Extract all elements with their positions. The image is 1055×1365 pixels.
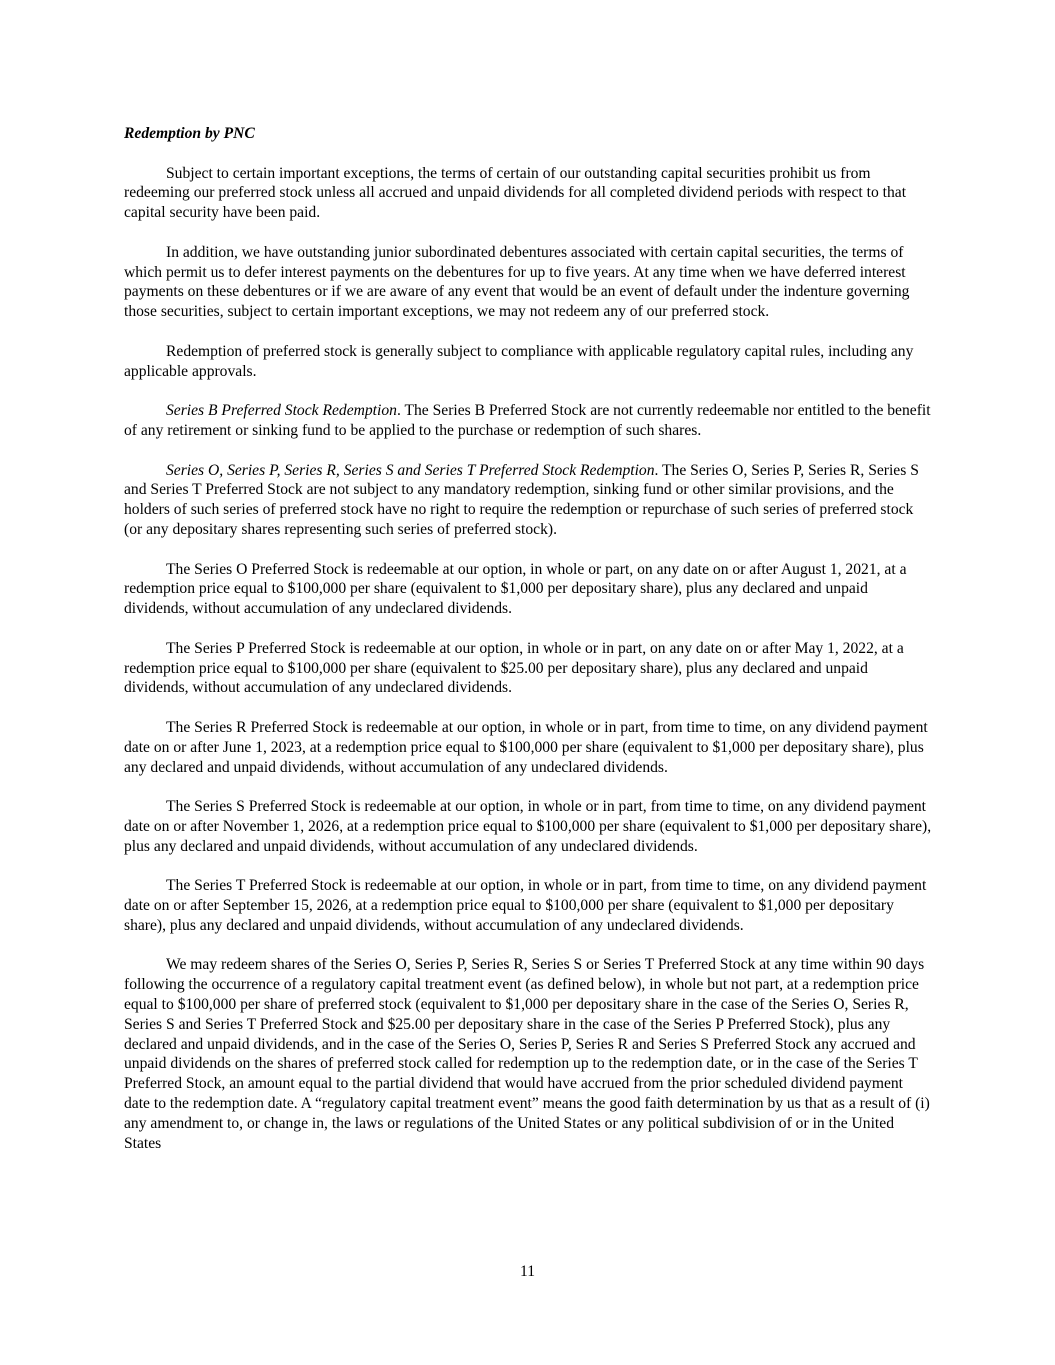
paragraph-series-p (124, 639, 932, 698)
paragraph-debentures (124, 243, 932, 322)
paragraph-regulatory-event (124, 955, 932, 1153)
paragraph-exceptions (124, 164, 932, 223)
paragraph-text: Subject to certain important exceptions, the terms of certain of our outstanding capital securities prohibit us from redeeming our preferred stock unless all accrued and unpaid dividends for all completed dividend periods with respect to that capital security have been paid. (124, 164, 907, 222)
paragraph-text: Redemption of preferred stock is generally subject to compliance with applicable regulatory capital rules, including any applicable approvals. (124, 342, 914, 380)
paragraph-text: . The Series O, Series P, Series R, Series S and Series T Preferred Stock are not subject to any mandatory redemption, sinking fund or other similar provisions, and the holders of such series of preferred stock have no right to require the redemption or repurchase of such series of preferred stock (or any depositary shares representing such series of preferred stock). (124, 461, 919, 538)
paragraph-series-b (124, 401, 932, 441)
document-page (124, 124, 932, 1173)
paragraph-series-oprst (124, 461, 932, 540)
paragraph-series-o (124, 560, 932, 619)
paragraph-series-t (124, 876, 932, 935)
page-number: 11 (519, 1263, 535, 1280)
paragraph-text: We may redeem shares of the Series O, Series P, Series R, Series S or Series T Preferred Stock at any time within 90 days following the occurrence of a regulatory capital treatment event (as defined below), in whole but not part, at a redemption price equal to $100,000 per share of preferred stock (equivalent to $1,000 per depositary share in the case of the Series O, Series R, Series S and Series T Preferred Stock and $25.00 per depositary share in the case of the Series P Preferred Stock), plus any declared and unpaid dividends, and in the case of the Series O, Series P, Series R and Series S Preferred Stock any accrued and unpaid dividends on the shares of preferred stock called for redemption up to the redemption date, or in the case of the Series T Preferred Stock, an amount equal to the partial dividend that would have accrued from the prior scheduled dividend payment date to the redemption date. A “regulatory capital treatment event” means the good faith determination by us that as a result of (i) any amendment to, or change in, the laws or regulations of the United States or any political subdivision of or in the United States (124, 956, 930, 1152)
paragraph-regulatory-compliance (124, 342, 932, 382)
paragraph-text: The Series R Preferred Stock is redeemable at our option, in whole or in part, from time to time, on any dividend payment date on or after June 1, 2023, at a redemption price equal to $100,000 per share (equivalent to $1,000 per depositary share), plus any declared and unpaid dividends, without accumulation of any undeclared dividends. (124, 718, 928, 776)
paragraph-text: The Series T Preferred Stock is redeemable at our option, in whole or in part, from time to time, on any dividend payment date on or after September 15, 2026, at a redemption price equal to $100,000 per share (equivalent to $1,000 per depositary share), plus any declared and unpaid dividends, without accumulation of any undeclared dividends. (124, 877, 927, 934)
paragraph-lead-in: Series B Preferred Stock Redemption (166, 402, 397, 420)
paragraph-text: The Series O Preferred Stock is redeemable at our option, in whole or part, on any date on or after August 1, 2021, at a redemption price equal to $100,000 per share (equivalent to $1,000 per depositary share), plus any declared and unpaid dividends, without accumulation of any undeclared dividends. (124, 560, 907, 618)
paragraph-text: . The Series B Preferred Stock are not currently redeemable nor entitled to the benefit of any retirement or sinking fund to be applied to the purchase or redemption of such shares. (124, 402, 931, 439)
paragraph-text: The Series S Preferred Stock is redeemable at our option, in whole or in part, from time to time, on any dividend payment date on or after November 1, 2026, at a redemption price equal to $100,000 per share (equivalent to $1,000 per depositary share), plus any declared and unpaid dividends, without accumulation of any undeclared dividends. (124, 798, 932, 855)
section-heading: Redemption by PNC (124, 125, 255, 142)
paragraph-series-s (124, 797, 932, 856)
paragraph-series-r (124, 718, 932, 777)
paragraph-lead-in: Series O, Series P, Series R, Series S and Series T Preferred Stock Redemption (166, 461, 655, 479)
paragraph-text: In addition, we have outstanding junior subordinated debentures associated with certain capital securities, the terms of which permit us to defer interest payments on the debentures for up to five years. At any time when we have deferred interest payments on these debentures or if we are aware of any event that would be an event of default under the indenture governing those securities, subject to certain important exceptions, we may not redeem any of our preferred stock. (124, 243, 910, 321)
paragraph-text: The Series P Preferred Stock is redeemable at our option, in whole or in part, on any date on or after May 1, 2022, at a redemption price equal to $100,000 per share (equivalent to $25.00 per depositary share), plus any declared and unpaid dividends, without accumulation of any undeclared dividends. (124, 639, 904, 697)
